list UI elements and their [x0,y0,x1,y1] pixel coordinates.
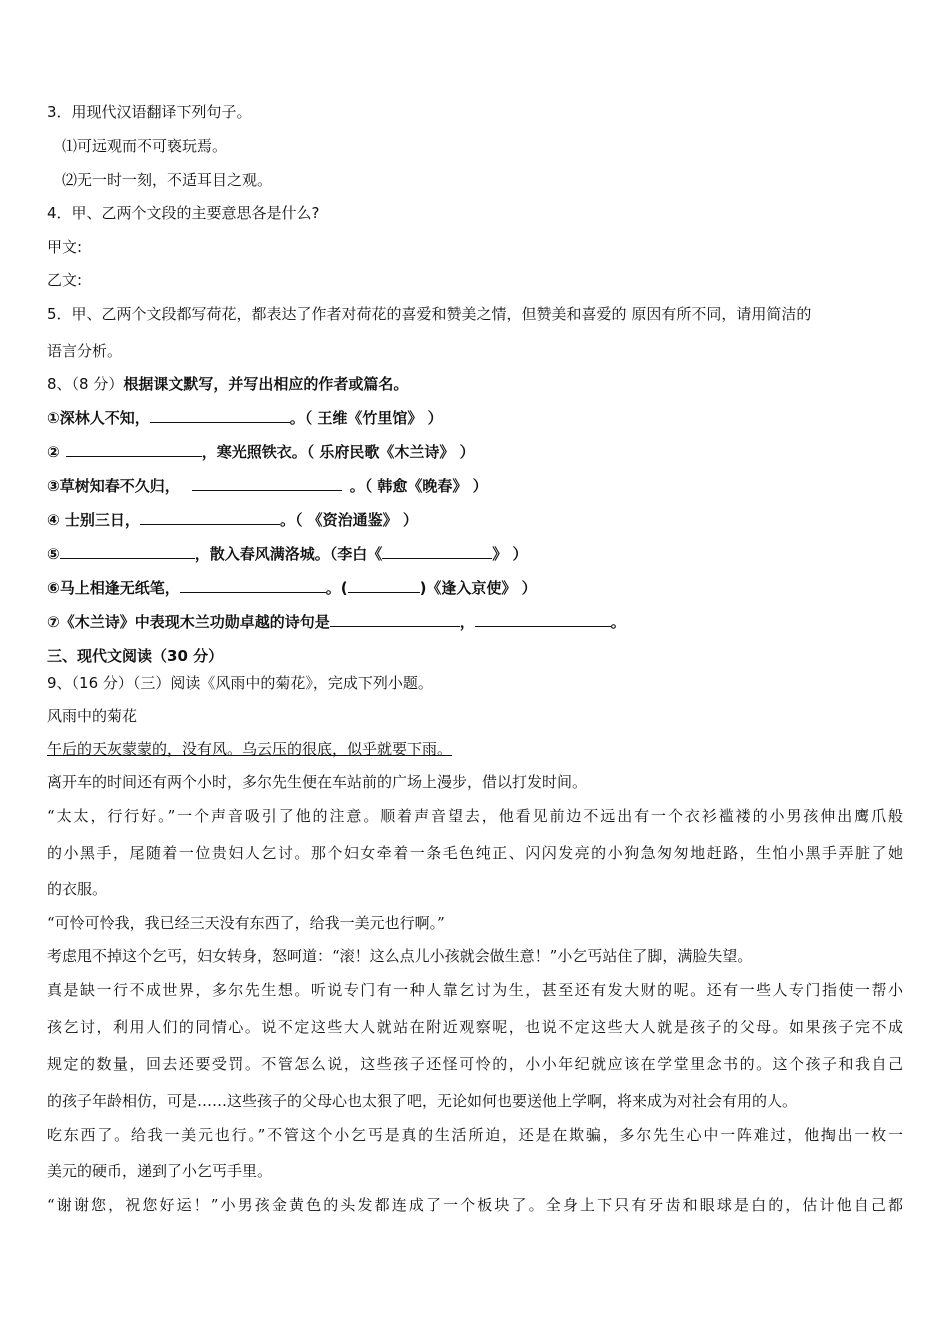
story-paragraph-7-line-2: 美元的硬币，递到了小乞丐手里。 [47,1162,273,1180]
q4-answer-a: 甲文: [47,238,83,256]
answer-blank[interactable] [330,612,460,627]
answer-blank[interactable] [140,510,280,525]
story-paragraph-6-line-2: 孩乞讨，利用人们的同情心。说不定这些大人就站在附近观察呢，也说不定这些大人就是孩子的父母。如果孩子完不成 [47,1018,903,1036]
story-paragraph-6-line-4: 的孩子年龄相仿，可是……这些孩子的父母心也太狠了吧，无论如何也要送他上学啊，将来成为对社会有用的人。 [47,1092,798,1110]
q8-item-1-post: 。（ 王维《竹里馆》 ） [289,409,443,427]
answer-blank[interactable] [180,578,326,593]
q8-item-5-post: 》 ） [492,545,528,563]
q3-title: 3．用现代汉语翻译下列句子。 [47,103,252,121]
q8-item-6-post: )《逢入京使》 ） [419,579,537,597]
story-paragraph-3-line-3: 的衣服。 [47,880,108,898]
story-paragraph-5: 考虑甩不掉这个乞丐，妇女转身，怒呵道：“滚！这么点儿小孩就会做生意！”小乞丐站住了脚，满脸失望。 [47,947,753,965]
q8-item-2-post: ，寒光照铁衣。（ 乐府民歌《木兰诗》 ） [201,443,475,461]
q8-item-5 [47,544,527,564]
q8-item-4-pre: ④ 士别三日， [47,511,140,529]
answer-blank[interactable] [475,612,611,627]
q8-item-3-post: 。（ 韩愈《晚春》 ） [349,477,488,495]
q4-answer-b: 乙文: [47,271,83,289]
q8-item-1-pre: ①深林人不知， [47,409,150,427]
story-title: 风雨中的菊花 [47,707,138,725]
q8-item-2-pre: ② [47,443,60,461]
q4-title: 4．甲、乙两个文段的主要意思各是什么? [47,204,320,222]
q3-sentence-2: ⑵无一时一刻，不适耳目之观。 [62,171,273,189]
q9-title: 9、（16 分）（三）阅读《风雨中的菊花》，完成下列小题。 [47,674,433,692]
section-3-title: 三、现代文阅读（30 分） [47,647,224,665]
story-paragraph-3-line-2: 的小黑手，尾随着一位贵妇人乞讨。那个妇女牵着一条毛色纯正、闪闪发亮的小狗急匆匆地赶路，生怕小黑手弄脏了她 [47,844,903,862]
q8-item-7 [47,612,626,632]
answer-blank[interactable] [150,408,290,423]
story-paragraph-3-line-1: “太太，行行好。”一个声音吸引了他的注意。顺着声音望去，他看见前边不远出有一个衣衫褴褛的小男孩伸出鹰爪般 [47,807,903,825]
q8-item-5-pre: ⑤ [47,545,60,563]
story-paragraph-6-line-3: 规定的数量，回去还要受罚。不管怎么说，这些孩子还怪可怜的，小小年纪就应该在学堂里念书的。这个孩子和我自己 [47,1055,903,1073]
story-paragraph-2: 离开车的时间还有两个小时，多尔先生便在车站前的广场上漫步，借以打发时间。 [47,773,588,791]
q8-item-7-mid: ， [459,613,475,631]
q8-item-1 [47,408,443,428]
answer-blank[interactable] [192,476,342,491]
q8-item-2 [47,442,475,462]
q8-item-4 [47,510,418,530]
q8-number: 8、（8 分） [47,375,124,393]
q5-line-2: 语言分析。 [47,342,123,360]
q8-item-6-pre: ⑥马上相逢无纸笔， [47,579,180,597]
q5-line-1: 5．甲、乙两个文段都写荷花，都表达了作者对荷花的喜爱和赞美之情，但赞美和喜爱的 原因有所不同，请用简洁的 [47,305,812,323]
story-paragraph-4: “可怜可怜我，我已经三天没有东西了，给我一美元也行啊。” [47,914,445,932]
story-paragraph-1: 午后的天灰蒙蒙的，没有风。乌云压的很底，似乎就要下雨。 [47,740,453,758]
q8-item-4-post: 。（ 《资治通鉴》 ） [279,511,418,529]
q8-item-3-pre: ③草树知春不久归， [47,477,180,495]
q8-item-5-mid: ，散入春风满洛城。（李白《 [194,545,383,563]
q8-heading [47,374,408,394]
story-paragraph-6-line-1: 真是缺一行不成世界，多尔先生想。听说专门有一种人靠乞讨为生，甚至还有发大财的呢。还有一些人专门指使一帮小 [47,981,903,999]
q8-item-6 [47,578,537,598]
answer-blank[interactable] [348,578,420,593]
q3-sentence-1: ⑴可远观而不可亵玩焉。 [62,137,228,155]
q8-item-7-post: 。 [610,613,626,631]
q8-item-7-pre: ⑦《木兰诗》中表现木兰功勋卓越的诗句是 [47,613,330,631]
q8-title: 根据课文默写，并写出相应的作者或篇名。 [123,375,409,393]
answer-blank[interactable] [382,544,492,559]
answer-blank[interactable] [66,442,202,457]
story-paragraph-8: “谢谢您，祝您好运！”小男孩金黄色的头发都连成了一个板块了。全身上下只有牙齿和眼球是白的，估计他自己都 [47,1196,903,1214]
q8-item-6-mid: 。( [325,579,348,597]
answer-blank[interactable] [60,544,195,559]
story-paragraph-7-line-1: 吃东西了。给我一美元也行。”不管这个小乞丐是真的生活所迫，还是在欺骗，多尔先生心中一阵难过，他掏出一枚一 [47,1126,903,1144]
q8-item-3 [47,476,488,496]
